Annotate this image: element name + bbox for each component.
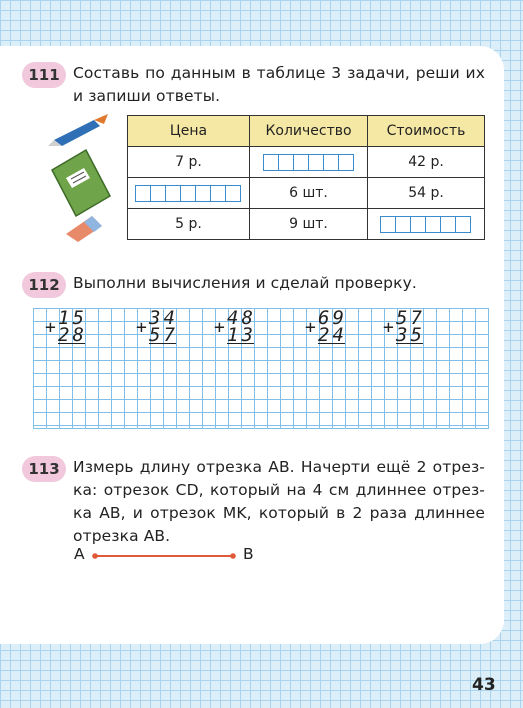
segment-ab <box>90 548 240 564</box>
page-number: 43 <box>472 675 496 695</box>
task-113-line-1: Измерь длину отрезка AB. Начерти ещё 2 отрез- <box>73 458 485 476</box>
point-a-label: A <box>74 545 85 563</box>
pen-icon <box>48 114 108 146</box>
plus-sign: + <box>45 317 56 338</box>
price-table <box>127 115 485 240</box>
stationery-illustration <box>44 112 124 247</box>
task-112-number: 112 <box>22 272 66 298</box>
point-b-label: B <box>243 545 254 563</box>
answer-cells[interactable] <box>368 209 485 240</box>
header-price: Цена <box>128 116 250 147</box>
sum-4: + 69 24 <box>305 307 347 346</box>
task-111-line-1: Составь по данным в таблице 3 задачи, реши их <box>73 64 485 82</box>
task-113-line-2: ка: отрезок CD, который на 4 см длиннее отрез- <box>73 481 485 499</box>
sum-2: + 34 57 <box>136 307 178 346</box>
cell-price: 5 р. <box>128 209 250 240</box>
notebook-icon <box>52 150 110 216</box>
answer-cells[interactable] <box>128 178 250 209</box>
task-112-text: Выполни вычисления и сделай проверку. <box>73 274 417 292</box>
calculation-grid[interactable] <box>33 308 489 429</box>
plus-sign: + <box>305 317 316 338</box>
cell-quantity: 9 шт. <box>250 209 368 240</box>
plus-sign: + <box>136 317 147 338</box>
answer-cells[interactable] <box>250 147 368 178</box>
cell-price: 7 р. <box>128 147 250 178</box>
cell-cost: 42 р. <box>368 147 485 178</box>
table-row <box>128 209 485 240</box>
sum-3: + 48 13 <box>214 307 256 346</box>
task-113-text <box>73 456 485 548</box>
plus-sign: + <box>214 317 225 338</box>
eraser-icon <box>66 216 102 242</box>
table-row <box>128 147 485 178</box>
table-row <box>128 178 485 209</box>
task-111-number: 111 <box>22 62 66 88</box>
header-cost: Стоимость <box>368 116 485 147</box>
cell-quantity: 6 шт. <box>250 178 368 209</box>
task-113-number: 113 <box>22 456 66 482</box>
cell-cost: 54 р. <box>368 178 485 209</box>
task-113-line-3: ка AB, и отрезок MK, который в 2 раза длиннее <box>73 504 485 522</box>
task-113-line-4: отрезка AB. <box>73 527 171 545</box>
plus-sign: + <box>383 317 394 338</box>
sum-1: + 15 28 <box>45 307 87 346</box>
header-quantity: Количество <box>250 116 368 147</box>
task-111-line-2: и запиши ответы. <box>73 87 221 105</box>
task-111-text <box>73 62 485 108</box>
sum-5: + 57 35 <box>383 307 425 346</box>
